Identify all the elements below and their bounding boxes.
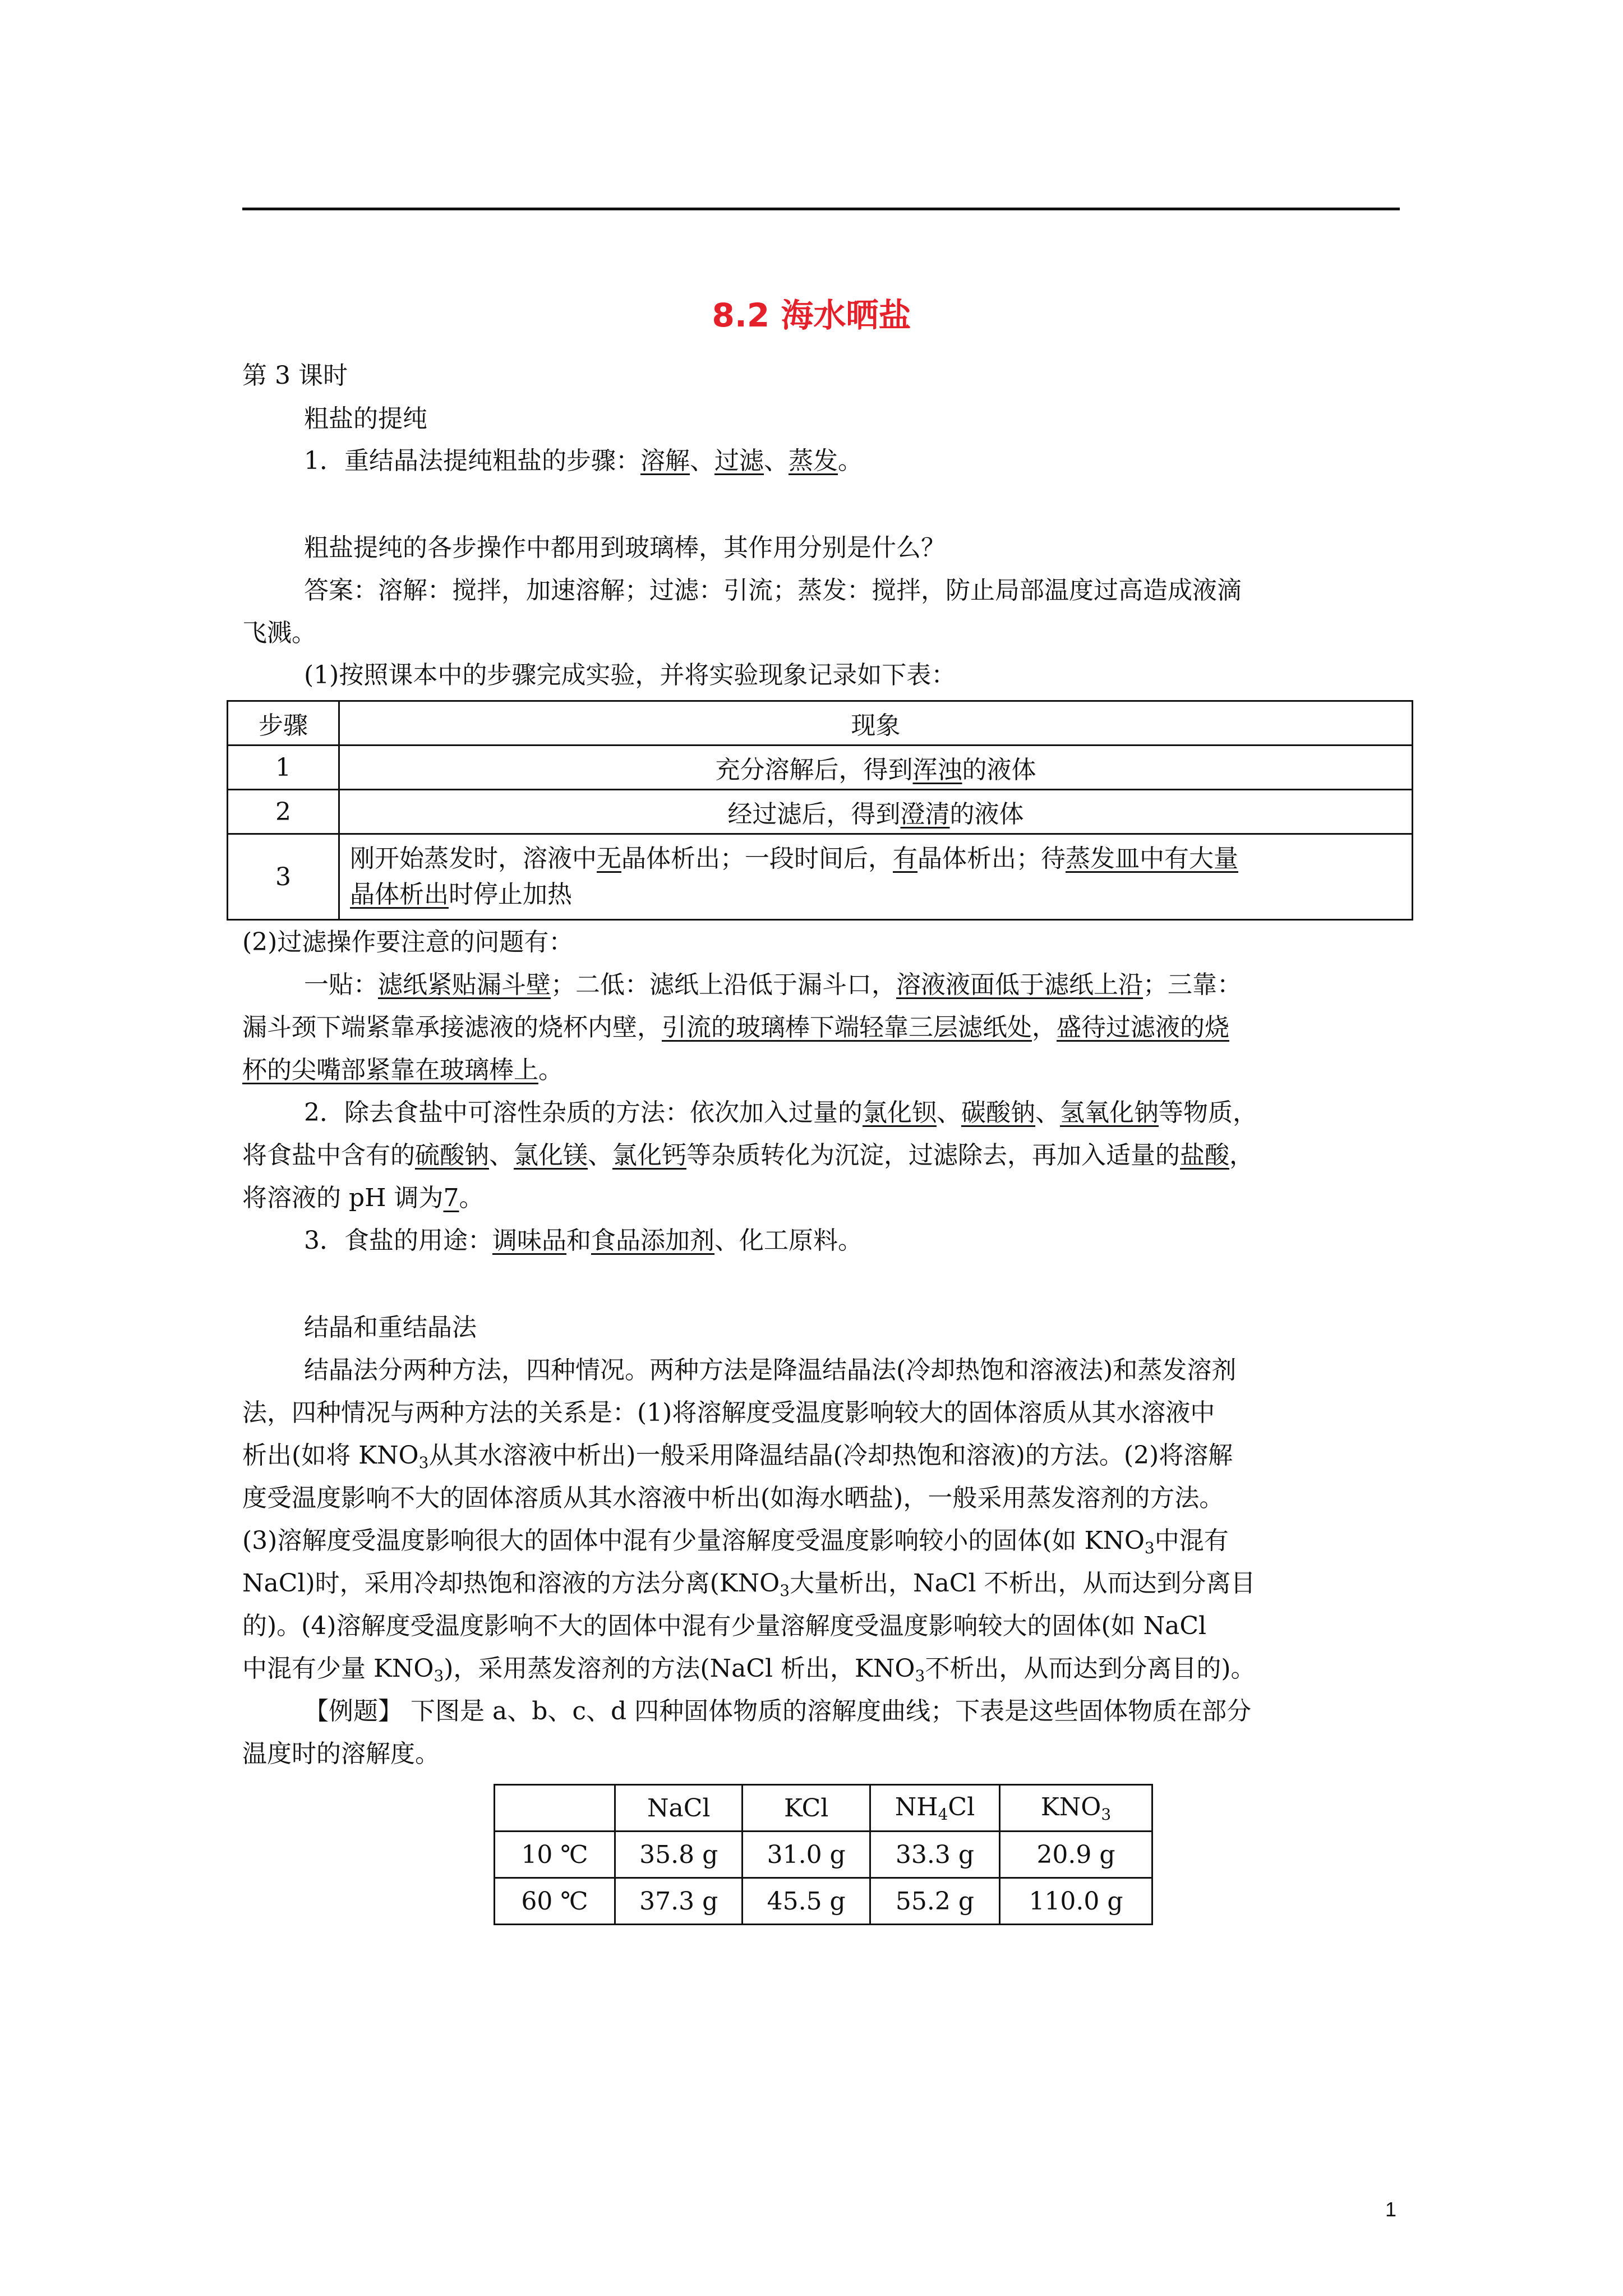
- crystal-line-4: 度受温度影响不大的固体溶质从其水溶液中析出(如海水晒盐)，一般采用蒸发溶剂的方法。: [242, 1484, 1224, 1512]
- value-cell: 33.3 g: [870, 1832, 999, 1878]
- crystal-line-2: 法，四种情况与两种方法的关系是：(1)将溶解度受温度影响较大的固体溶质从其水溶液中: [242, 1398, 1215, 1427]
- value-cell: 55.2 g: [870, 1878, 999, 1925]
- impurity-line-2: 将食盐中含有的硫酸钠、氯化镁、氯化钙等杂质转化为沉淀，过滤除去，再加入适量的盐酸，: [242, 1141, 1254, 1170]
- header-kno3: $KNO_3$: [1000, 1785, 1152, 1832]
- answer-line-2: 飞溅。: [242, 619, 316, 647]
- header-step: 步骤: [228, 701, 339, 746]
- phenomenon-cell: 经过滤后，得到澄清的液体: [339, 790, 1413, 834]
- crystal-line-6: NaCl)时，采用冷却热饱和溶液的方法分离($KNO_3$大量析出，NaCl 不析出，从而达到分离目: [242, 1569, 1256, 1600]
- header-rule: [242, 208, 1400, 210]
- example-line-1: 【例题】 下图是 a、b、c、d 四种固体物质的溶解度曲线；下表是这些固体物质在部分: [304, 1697, 1252, 1726]
- table-row: [228, 834, 1413, 920]
- phenomenon-cell: 充分溶解后，得到浑浊的液体: [339, 746, 1413, 790]
- experiment-intro: (1)按照课本中的步骤完成实验，并将实验现象记录如下表：: [304, 661, 956, 689]
- table-header-row: [228, 701, 1413, 746]
- temperature-cell: 60 ℃: [495, 1878, 615, 1925]
- experiment-table: [227, 700, 1413, 921]
- salt-uses: 3．食盐的用途：调味品和食品添加剂、化工原料。: [304, 1226, 863, 1255]
- paragraph-steps: 1．重结晶法提纯粗盐的步骤：溶解、过滤、蒸发。: [304, 447, 863, 475]
- step-cell: 1: [228, 746, 339, 790]
- solubility-table: [494, 1784, 1153, 1925]
- page-number: 1: [1385, 2198, 1396, 2221]
- table-row: [228, 746, 1413, 790]
- filter-line-3: 杯的尖嘴部紧靠在玻璃棒上。: [242, 1056, 563, 1084]
- header-kcl: KCl: [743, 1785, 870, 1832]
- section-heading-salt-purification: 粗盐的提纯: [304, 404, 427, 433]
- table-row: [495, 1832, 1152, 1878]
- header-nacl: NaCl: [615, 1785, 743, 1832]
- header-blank: [495, 1785, 615, 1832]
- value-cell: 110.0 g: [1000, 1878, 1152, 1925]
- value-cell: 35.8 g: [615, 1832, 743, 1878]
- value-cell: 37.3 g: [615, 1878, 743, 1925]
- section-heading-crystallization: 结晶和重结晶法: [304, 1313, 477, 1342]
- question-glass-rod: 粗盐提纯的各步操作中都用到玻璃棒，其作用分别是什么？: [304, 533, 946, 562]
- header-phenomenon: 现象: [339, 701, 1413, 746]
- value-cell: 31.0 g: [743, 1832, 870, 1878]
- page-title: 8.2 海水晒盐: [712, 296, 911, 334]
- answer-line-1: 答案：溶解：搅拌，加速溶解；过滤：引流；蒸发：搅拌，防止局部温度过高造成液滴: [304, 576, 1242, 605]
- filter-line-2: 漏斗颈下端紧靠承接滤液的烧杯内壁，引流的玻璃棒下端轻靠三层滤纸处，盛待过滤液的烧: [242, 1013, 1229, 1042]
- crystal-line-8: 中混有少量 $KNO_3$)，采用蒸发溶剂的方法(NaCl 析出，$KNO_3$不析出，从而达到分离目的)。: [242, 1654, 1256, 1685]
- phenomenon-cell: 刚开始蒸发时，溶液中无晶体析出；一段时间后，有晶体析出；待蒸发皿中有大量 晶体析出时停止加热: [339, 834, 1413, 920]
- table-header-row: [495, 1785, 1152, 1832]
- header-nh4cl: $NH_4Cl$: [870, 1785, 999, 1832]
- filter-intro: (2)过滤操作要注意的问题有：: [242, 928, 574, 956]
- lesson-label: 第 3 课时: [242, 361, 348, 390]
- impurity-line-3: 将溶液的 pH 调为7。: [242, 1184, 484, 1212]
- temperature-cell: 10 ℃: [495, 1832, 615, 1878]
- value-cell: 20.9 g: [1000, 1832, 1152, 1878]
- table-row: [495, 1878, 1152, 1925]
- step-cell: 2: [228, 790, 339, 834]
- table-row: [228, 790, 1413, 834]
- filter-line-1: 一贴：滤纸紧贴漏斗壁；二低：滤纸上沿低于漏斗口，溶液液面低于滤纸上沿；三靠：: [304, 970, 1242, 999]
- crystal-line-7: 的)。(4)溶解度受温度影响不大的固体中混有少量溶解度受温度影响较大的固体(如 NaCl: [242, 1612, 1207, 1640]
- crystal-line-5: (3)溶解度受温度影响很大的固体中混有少量溶解度受温度影响较小的固体(如 $KNO_3$中混有: [242, 1526, 1229, 1557]
- example-line-2: 温度时的溶解度。: [242, 1740, 440, 1768]
- step-cell: 3: [228, 834, 339, 920]
- crystal-line-3: 析出(如将 $KNO_3$从其水溶液中析出)一般采用降温结晶(冷却热饱和溶液)的方法。(2)将溶解: [242, 1441, 1233, 1472]
- crystal-line-1: 结晶法分两种方法，四种情况。两种方法是降温结晶法(冷却热饱和溶液法)和蒸发溶剂: [304, 1356, 1237, 1384]
- impurity-line-1: 2．除去食盐中可溶性杂质的方法：依次加入过量的氯化钡、碳酸钠、氢氧化钠等物质，: [304, 1098, 1257, 1127]
- value-cell: 45.5 g: [743, 1878, 870, 1925]
